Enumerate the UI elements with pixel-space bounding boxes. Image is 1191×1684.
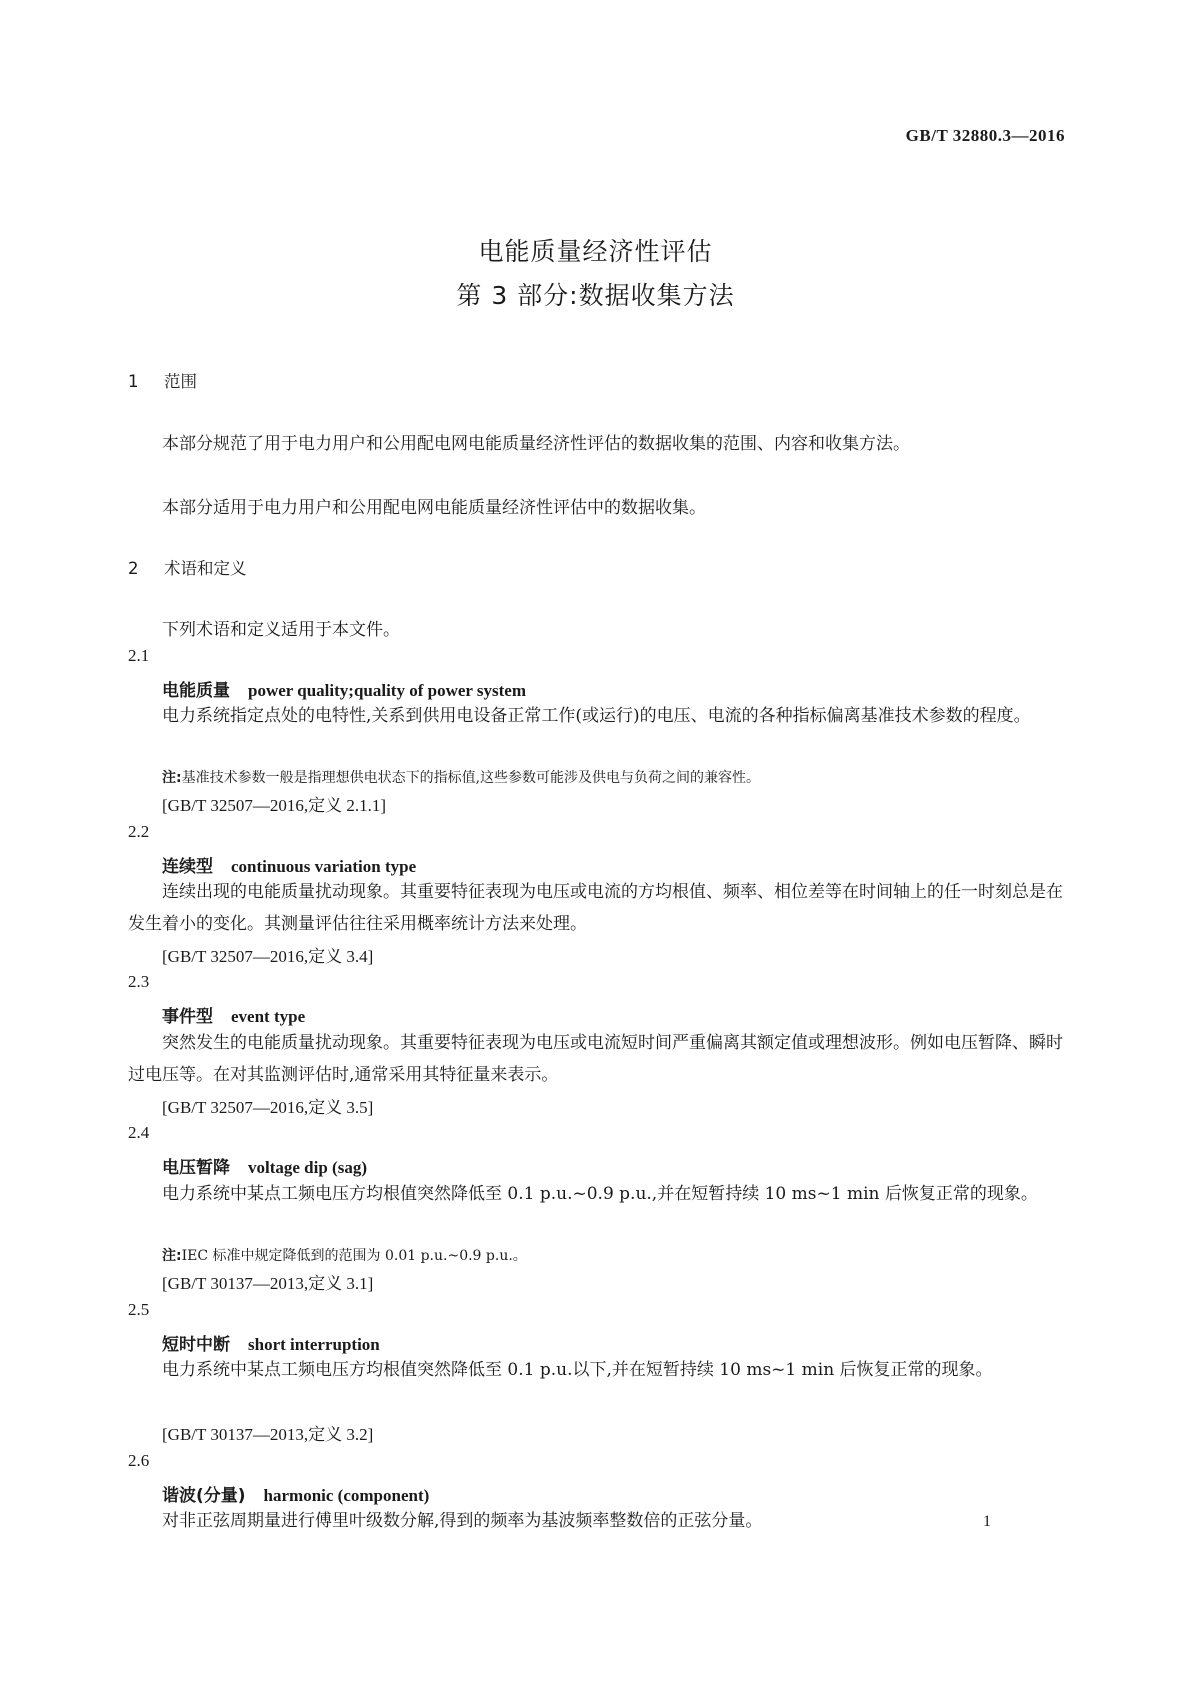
term-title (162, 1330, 380, 1355)
term-title (162, 676, 526, 701)
page-number: 1 (983, 1513, 991, 1530)
term-title (162, 852, 416, 877)
clause-number: 2.3 (128, 972, 150, 991)
term-title (162, 1481, 429, 1506)
clause-number: 2.5 (128, 1300, 150, 1319)
term-reference: [GB/T 30137—2013,定义 3.2] (162, 1425, 374, 1444)
clause-number: 2.1 (128, 646, 150, 665)
term-reference: [GB/T 30137—2013,定义 3.1] (162, 1274, 374, 1293)
scope-paragraph-1: 本部分规范了用于电力用户和公用配电网电能质量经济性评估的数据收集的范围、内容和收集方法。 (162, 434, 910, 454)
term-definition: 突然发生的电能质量扰动现象。其重要特征表现为电压或电流短时间严重偏离其额定值或理想波形。例如电压暂降、瞬时过电压等。在对其监测评估时,通常采用其特征量来表示。 (128, 1033, 1063, 1085)
term-definition: 连续出现的电能质量扰动现象。其重要特征表现为电压或电流的方均根值、频率、相位差等在时间轴上的任一时刻总是在发生着小的变化。其测量评估往往采用概率统计方法来处理。 (128, 882, 1063, 934)
term-title (162, 1153, 367, 1178)
term-zh: 电压暂降 (162, 1158, 230, 1178)
document-title: 电能质量经济性评估 (478, 237, 713, 266)
term-definition: 电力系统指定点处的电特性,关系到供用电设备正常工作(或运行)的电压、电流的各种指标偏离基准技术参数的程度。 (162, 706, 1031, 726)
term-en: continuous variation type (231, 857, 417, 876)
term-definition: 电力系统中某点工频电压方均根值突然降低至 0.1 p.u.~0.9 p.u.,并在短暂持续 10 ms~1 min 后恢复正常的现象。 (162, 1184, 1038, 1204)
term-note (162, 767, 760, 787)
document-subtitle: 第 3 部分:数据收集方法 (456, 281, 735, 310)
term-definition: 电力系统中某点工频电压方均根值突然降低至 0.1 p.u.以下,并在短暂持续 10 ms~1 min 后恢复正常的现象。 (162, 1360, 993, 1380)
section-number: 2 (128, 559, 139, 578)
clause-number: 2.4 (128, 1123, 150, 1142)
term-zh: 事件型 (162, 1007, 213, 1027)
term-definition: 对非正弦周期量进行傅里叶级数分解,得到的频率为基波频率整数倍的正弦分量。 (162, 1511, 763, 1531)
section-title: 范围 (164, 372, 197, 391)
section-2-heading (128, 555, 247, 579)
standard-code: GB/T 32880.3—2016 (905, 126, 1065, 145)
term-reference: [GB/T 32507—2016,定义 2.1.1] (162, 796, 386, 815)
term-zh: 谐波(分量) (162, 1486, 246, 1506)
note-text: 基准技术参数一般是指理想供电状态下的指标值,这些参数可能涉及供电与负荷之间的兼容性。 (181, 770, 761, 786)
term-title (162, 1002, 305, 1027)
section-title: 术语和定义 (164, 559, 247, 578)
term-zh: 连续型 (162, 857, 213, 877)
scope-paragraph-2: 本部分适用于电力用户和公用配电网电能质量经济性评估中的数据收集。 (162, 498, 706, 518)
clause-number: 2.2 (128, 822, 150, 841)
clause-number: 2.6 (128, 1451, 150, 1470)
term-zh: 电能质量 (162, 681, 230, 701)
terms-intro: 下列术语和定义适用于本文件。 (162, 620, 400, 640)
note-label: 注: (162, 770, 182, 786)
note-text: IEC 标准中规定降低到的范围为 0.01 p.u.~0.9 p.u.。 (181, 1248, 527, 1264)
section-number: 1 (128, 372, 139, 391)
term-en: power quality;quality of power system (248, 681, 526, 700)
section-1-heading (128, 368, 197, 392)
term-zh: 短时中断 (162, 1335, 230, 1355)
term-en: event type (231, 1007, 306, 1026)
note-label: 注: (162, 1248, 182, 1264)
term-en: harmonic (component) (263, 1486, 430, 1505)
term-reference: [GB/T 32507—2016,定义 3.5] (162, 1098, 374, 1117)
term-en: short interruption (248, 1335, 380, 1354)
term-reference: [GB/T 32507—2016,定义 3.4] (162, 947, 374, 966)
term-note (162, 1245, 527, 1265)
term-en: voltage dip (sag) (248, 1158, 367, 1177)
